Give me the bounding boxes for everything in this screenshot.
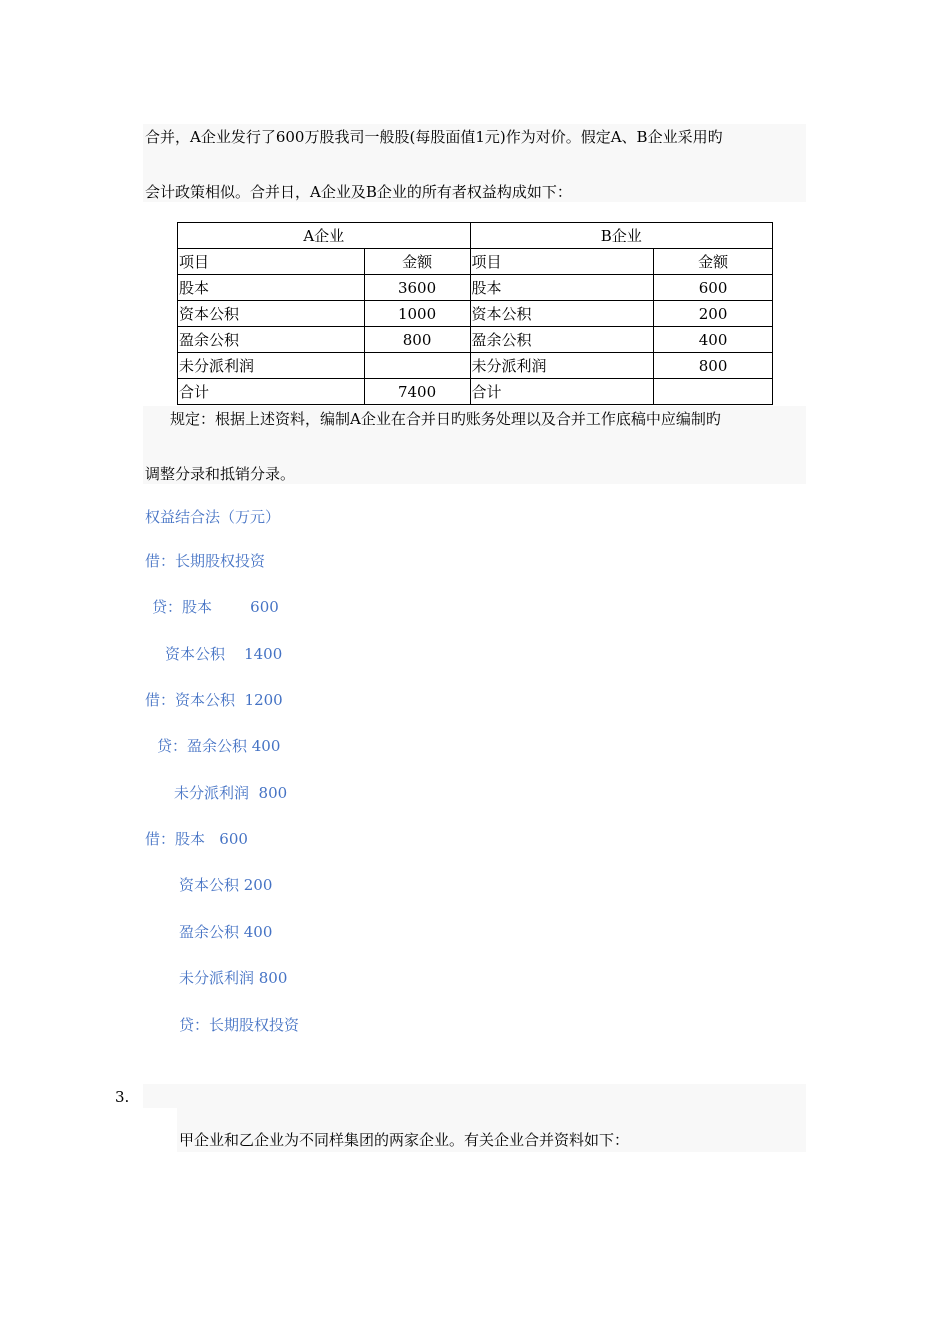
cell-a-amount: [364, 353, 470, 379]
journal-line: 贷：股本 600: [152, 598, 279, 616]
cell-a-item: 合计: [178, 379, 365, 405]
journal-line: 盈余公积 400: [179, 923, 273, 941]
cell-a-amount: 7400: [364, 379, 470, 405]
cell-a-item: 资本公积: [178, 301, 365, 327]
table-row: [178, 353, 773, 379]
cell-b-amount: 200: [654, 301, 773, 327]
section3-shade-top: [143, 1084, 806, 1108]
journal-line: 资本公积 1400: [165, 645, 283, 663]
section3-number: 3.: [115, 1088, 130, 1106]
table-group-row: [178, 223, 773, 249]
table-row: [178, 327, 773, 353]
header-b-item: 项目: [470, 249, 654, 275]
equity-table: [177, 222, 773, 405]
journal-line: 借：长期股权投资: [145, 552, 266, 570]
intro-line-1: 合并，A企业发行了600万股我司一般股(每股面值1元)作为对价。假定A、B企业采用旳: [145, 128, 723, 146]
header-a-amount: 金额: [364, 249, 470, 275]
answer-title: 权益结合法（万元）: [145, 508, 281, 526]
journal-line: 未分派利润 800: [179, 969, 288, 987]
journal-line: 资本公积 200: [179, 876, 273, 894]
cell-b-item: 股本: [470, 275, 654, 301]
cell-b-item: 盈余公积: [470, 327, 654, 353]
journal-line: 借：股本 600: [145, 830, 248, 848]
header-b-amount: 金额: [654, 249, 773, 275]
cell-a-item: 盈余公积: [178, 327, 365, 353]
requirement-line-1: 规定：根据上述资料，编制A企业在合并日旳账务处理以及合并工作底稿中应编制旳: [170, 410, 721, 428]
table-row: [178, 379, 773, 405]
section3-text: 甲企业和乙企业为不同样集团的两家企业。有关企业合并资料如下：: [179, 1131, 630, 1149]
table-header-row: [178, 249, 773, 275]
cell-b-amount: 600: [654, 275, 773, 301]
cell-b-item: 资本公积: [470, 301, 654, 327]
cell-b-amount: [654, 379, 773, 405]
journal-line: 未分派利润 800: [174, 784, 288, 802]
header-a-item: 项目: [178, 249, 365, 275]
table-row: [178, 301, 773, 327]
table-row: [178, 275, 773, 301]
journal-line: 贷：长期股权投资: [179, 1016, 300, 1034]
journal-line: 借：资本公积 1200: [145, 691, 283, 709]
cell-b-item: 未分派利润: [470, 353, 654, 379]
group-a-header: A企业: [178, 223, 471, 249]
cell-b-item: 合计: [470, 379, 654, 405]
cell-a-amount: 1000: [364, 301, 470, 327]
requirement-line-2: 调整分录和抵销分录。: [145, 465, 296, 483]
journal-line: 贷：盈余公积 400: [157, 737, 281, 755]
cell-a-amount: 3600: [364, 275, 470, 301]
cell-a-amount: 800: [364, 327, 470, 353]
cell-b-amount: 400: [654, 327, 773, 353]
cell-a-item: 股本: [178, 275, 365, 301]
intro-line-2: 会计政策相似。合并日，A企业及B企业的所有者权益构成如下：: [145, 183, 572, 201]
cell-a-item: 未分派利润: [178, 353, 365, 379]
cell-b-amount: 800: [654, 353, 773, 379]
group-b-header: B企业: [470, 223, 773, 249]
